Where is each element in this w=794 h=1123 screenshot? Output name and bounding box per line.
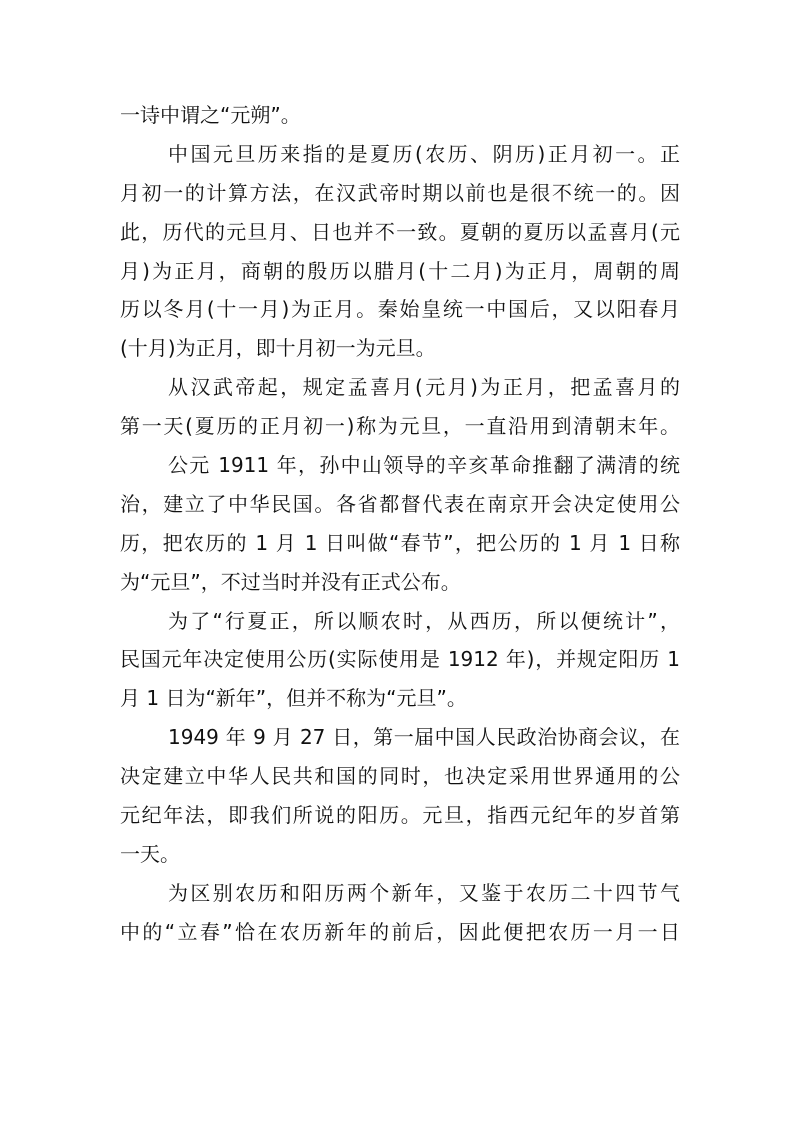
paragraph-first-line: 1949 年 9 月 27 日，第一届中国人民政治协商会议，在 <box>168 725 680 750</box>
paragraph-first-line: 从汉武帝起，规定孟喜月(元月)为正月，把孟喜月的 <box>168 375 680 400</box>
text-line: (十月)为正月，即十月初一为元旦。 <box>120 336 436 361</box>
text-line: 中的“立春”恰在农历新年的前后，因此便把农历一月一日 <box>120 919 680 944</box>
article-body <box>120 96 680 952</box>
paragraph-first-line: 中国元旦历来指的是夏历(农历、阴历)正月初一。正 <box>168 141 680 166</box>
text-line: 为“元旦”，不过当时并没有正式公布。 <box>120 569 461 594</box>
text-line: 月初一的计算方法，在汉武帝时期以前也是很不统一的。因 <box>120 180 680 205</box>
text-line: 历以冬月(十一月)为正月。秦始皇统一中国后，又以阳春月 <box>120 297 680 322</box>
paragraph-first-line: 为了“行夏正，所以顺农时，从西历，所以便统计”， <box>168 608 680 633</box>
text-line: 历，把农历的 1 月 1 日叫做“春节”，把公历的 1 月 1 日称 <box>120 530 680 555</box>
text-line: 月 1 日为“新年”，但并不称为“元旦”。 <box>120 686 467 711</box>
text-line: 此，历代的元旦月、日也并不一致。夏朝的夏历以孟喜月(元 <box>120 219 680 244</box>
text-line: 决定建立中华人民共和国的同时，也决定采用世界通用的公 <box>120 764 680 789</box>
paragraph-first-line: 为区别农历和阳历两个新年，又鉴于农历二十四节气 <box>168 880 680 905</box>
text-line: 一天。 <box>120 841 180 866</box>
text-line: 元纪年法，即我们所说的阳历。元旦，指西元纪年的岁首第 <box>120 803 680 828</box>
text-line: 月)为正月，商朝的殷历以腊月(十二月)为正月，周朝的周 <box>120 258 680 283</box>
text-line: 治，建立了中华民国。各省都督代表在南京开会决定使用公 <box>120 491 680 516</box>
text-line: 民国元年决定使用公历(实际使用是 1912 年)，并规定阳历 1 <box>120 647 680 672</box>
text-line: 第一天(夏历的正月初一)称为元旦，一直沿用到清朝末年。 <box>120 414 680 439</box>
paragraph-first-line: 公元 1911 年，孙中山领导的辛亥革命推翻了满清的统 <box>168 453 680 478</box>
text-line: 一诗中谓之“元朔”。 <box>120 103 301 127</box>
